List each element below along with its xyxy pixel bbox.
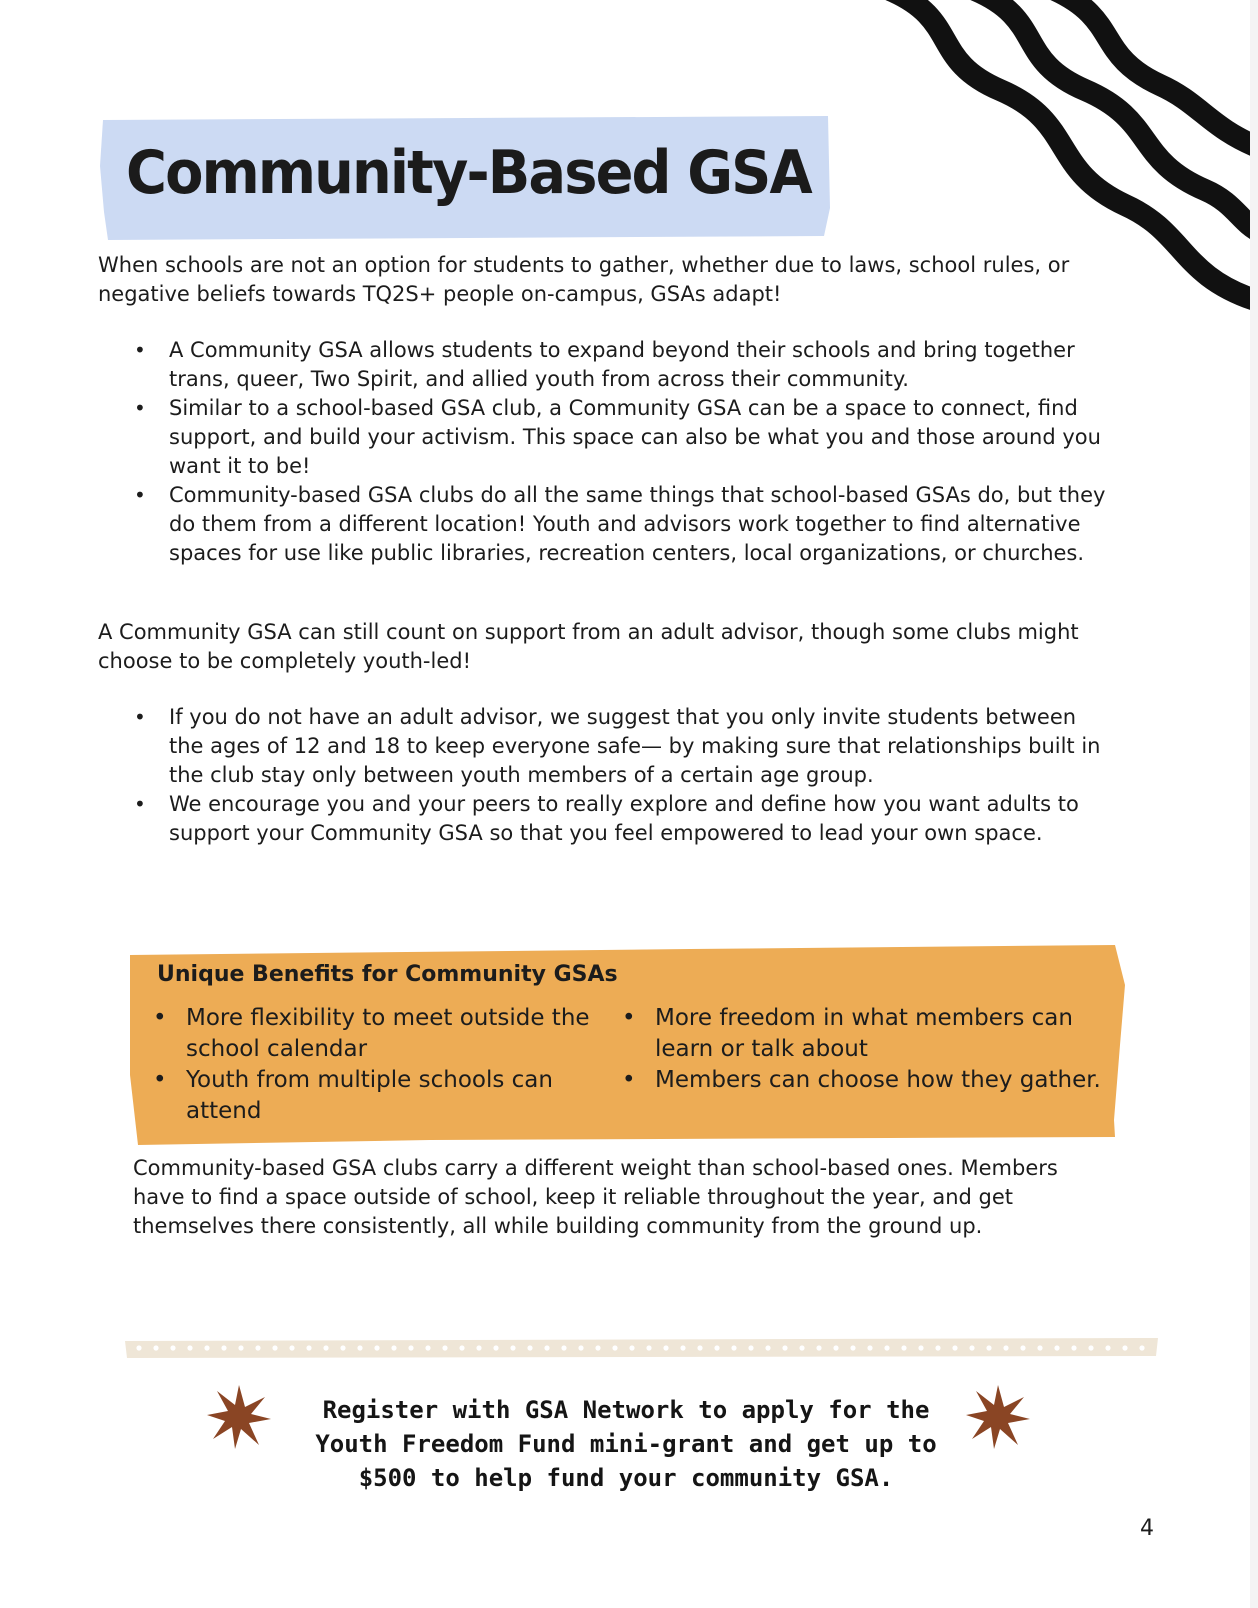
divider-dot <box>1071 1345 1076 1350</box>
benefit-item: • Members can choose how they gather. <box>622 1065 1112 1096</box>
divider-dot <box>357 1345 362 1350</box>
list-item: • We encourage you and your peers to really explore and define how you want adults to support your Community GSA so that you feel empowered to lead your own space. <box>134 792 1079 845</box>
divider-dot <box>170 1345 175 1350</box>
divider-dot <box>935 1345 940 1350</box>
bullet-icon: • <box>134 338 146 362</box>
divider-dot <box>408 1345 413 1350</box>
divider-dot <box>289 1345 294 1350</box>
list-item: • If you do not have an adult advisor, we suggest that you only invite students between the ages of 12 and 18 to keep everyone safe— by making sure that relationships built in the club stay only between youth members of a certain age group. <box>134 705 1101 787</box>
divider-dot <box>646 1345 651 1350</box>
divider-dot <box>187 1345 192 1350</box>
divider-dot <box>527 1345 532 1350</box>
divider-dot <box>1122 1345 1127 1350</box>
divider-dot <box>918 1345 923 1350</box>
divider-dot <box>765 1345 770 1350</box>
divider-dot <box>867 1345 872 1350</box>
divider-dot <box>561 1345 566 1350</box>
divider-dot <box>1020 1345 1025 1350</box>
bullet-list-community-gsa <box>134 336 1109 568</box>
divider-dot <box>680 1345 685 1350</box>
divider-dot <box>578 1345 583 1350</box>
sparkle-star-icon <box>207 1385 271 1449</box>
divider-dot <box>799 1345 804 1350</box>
register-callout <box>270 1393 982 1495</box>
divider-dot <box>901 1345 906 1350</box>
divider-dot <box>510 1345 515 1350</box>
bullet-icon: • <box>622 1067 636 1093</box>
divider-dot <box>748 1345 753 1350</box>
bullet-icon: • <box>134 483 146 507</box>
list-item: • Similar to a school-based GSA club, a Community GSA can be a space to connect, find support, and build your activism. This space can also be what you and those around you want it to be! <box>134 396 1101 478</box>
title-highlight <box>100 116 831 240</box>
divider-dot <box>884 1345 889 1350</box>
list-item: • Community-based GSA clubs do all the same things that school-based GSAs do, but they do them from a different location! Youth and advisors work together to find alternative spaces for use like public libraries, recreation centers, local organizations, or churches. <box>134 483 1106 565</box>
divider-dot <box>391 1345 396 1350</box>
page-edge <box>1250 0 1258 1608</box>
intro-paragraph: When schools are not an option for students to gather, whether due to laws, school rules, or negative beliefs towards TQ2S+ people on-campus, GSAs adapt! <box>98 253 1070 306</box>
bullet-icon: • <box>153 1067 167 1093</box>
divider-dot <box>1054 1345 1059 1350</box>
divider-dot <box>986 1345 991 1350</box>
bullet-icon: • <box>134 792 146 816</box>
divider-dot <box>833 1345 838 1350</box>
page-number: 4 <box>1140 1516 1154 1541</box>
divider-dot <box>595 1345 600 1350</box>
benefit-item: • More flexibility to meet outside the school calendar <box>153 1005 590 1062</box>
divider-dot <box>952 1345 957 1350</box>
benefits-right-list <box>622 1003 1112 1096</box>
divider-dot <box>459 1345 464 1350</box>
divider-dot <box>476 1345 481 1350</box>
benefits-callout <box>130 945 1146 1145</box>
divider-dot <box>255 1345 260 1350</box>
divider-dot <box>969 1345 974 1350</box>
divider-dot <box>306 1345 311 1350</box>
bullet-icon: • <box>134 705 146 729</box>
bullet-icon: • <box>622 1005 636 1031</box>
divider-dot <box>238 1345 243 1350</box>
divider-dot <box>1003 1345 1008 1350</box>
divider-dot <box>204 1345 209 1350</box>
bullet-list-advisor <box>134 703 1109 848</box>
bullet-icon: • <box>153 1005 167 1031</box>
divider-dot <box>1037 1345 1042 1350</box>
cta-line: $500 to help fund your community GSA. <box>358 1464 894 1492</box>
divider-dot <box>629 1345 634 1350</box>
divider-dot <box>714 1345 719 1350</box>
divider-dot <box>782 1345 787 1350</box>
advisor-paragraph: A Community GSA can still count on support from an adult advisor, though some clubs might choose to be completely youth-led! <box>98 620 1079 673</box>
divider-dot <box>221 1345 226 1350</box>
divider-dot <box>816 1345 821 1350</box>
divider-dot <box>850 1345 855 1350</box>
page-title: Community-Based GSA <box>126 138 811 208</box>
list-item: • A Community GSA allows students to expand beyond their schools and bring together trans, queer, Two Spirit, and allied youth from across their community. <box>134 338 1075 391</box>
divider-dot <box>136 1345 141 1350</box>
divider-dot <box>1139 1345 1144 1350</box>
divider-dot <box>153 1345 158 1350</box>
divider-dot <box>731 1345 736 1350</box>
divider-dot <box>663 1345 668 1350</box>
divider-dot <box>340 1345 345 1350</box>
benefit-item: • More freedom in what members can learn or talk about <box>622 1005 1073 1062</box>
divider-dot <box>493 1345 498 1350</box>
divider-dot <box>323 1345 328 1350</box>
divider-dot <box>442 1345 447 1350</box>
cta-line: Register with GSA Network to apply for the <box>322 1396 930 1424</box>
benefit-item: • Youth from multiple schools can attend <box>153 1067 553 1124</box>
divider-dot <box>272 1345 277 1350</box>
divider-dot <box>374 1345 379 1350</box>
bullet-icon: • <box>134 396 146 420</box>
dotted-divider <box>125 1338 1158 1358</box>
benefits-title: Unique Benefits for Community GSAs <box>157 962 618 987</box>
divider-dot <box>612 1345 617 1350</box>
divider-dot <box>544 1345 549 1350</box>
benefits-left-list <box>153 1003 593 1127</box>
divider-dot <box>697 1345 702 1350</box>
divider-dot <box>425 1345 430 1350</box>
divider-dot <box>1105 1345 1110 1350</box>
closing-paragraph: Community-based GSA clubs carry a different weight than school-based ones. Members have to find a space outside of school, keep it reliable throughout the year, and get themselves there consistently, all while building community from the ground up. <box>133 1156 1058 1238</box>
cta-line: Youth Freedom Fund mini-grant and get up to <box>315 1430 937 1458</box>
divider-dot <box>1088 1345 1093 1350</box>
